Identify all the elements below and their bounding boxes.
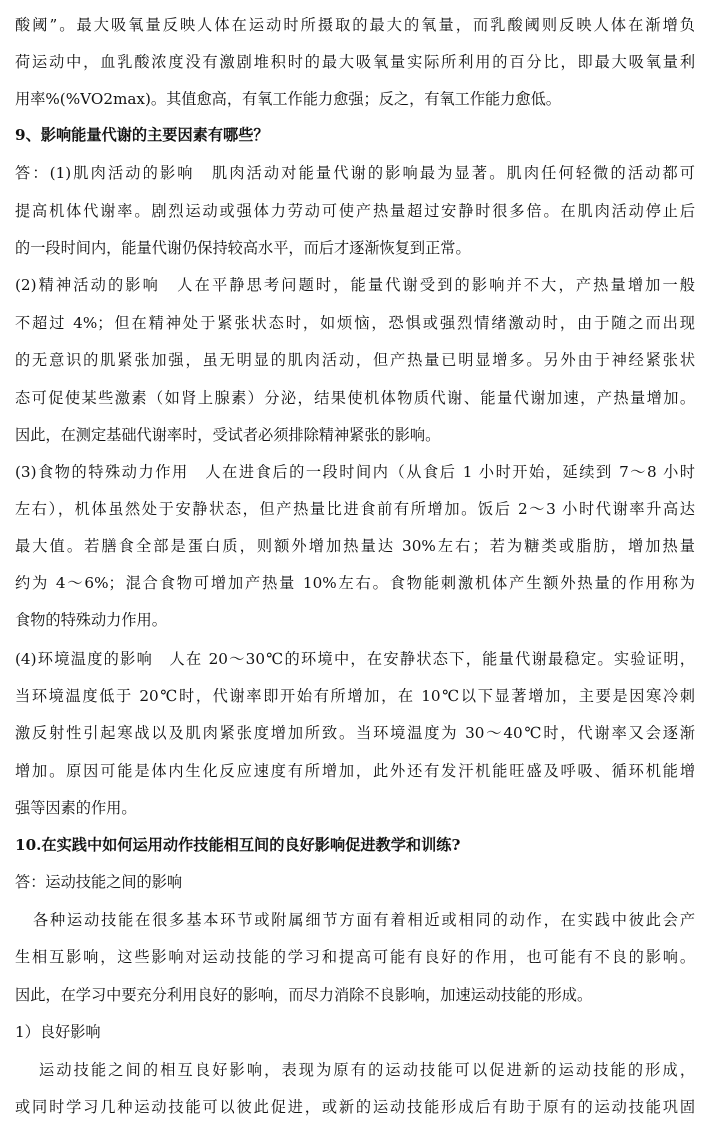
question-heading-9: 9、影响能量代谢的主要因素有哪些？: [15, 126, 269, 144]
paragraph-line: 因此，在学习中要充分利用良好的影响，而尽力消除不良影响，加速运动技能的形成。: [15, 986, 593, 1004]
paragraph-line: 酸阈”。最大吸氧量反映人体在运动时所摄取的最大的氧量，而乳酸阈则反映人体在渐增负: [15, 16, 695, 34]
paragraph-line: 答：运动技能之间的影响: [15, 873, 183, 891]
paragraph-line: (4)环境温度的影响 人在 20～30℃的环境中，在安静状态下，能量代谢最稳定。实验证明，: [15, 650, 695, 668]
paragraph-line: 答：(1)肌肉活动的影响 肌肉活动对能量代谢的影响最为显著。肌肉任何轻微的活动都可: [15, 164, 695, 182]
paragraph-line: 提高机体代谢率。剧烈运动或强体力劳动可使产热量超过安静时很多倍。在肌肉活动停止后: [15, 202, 695, 220]
question-heading-10: 10.在实践中如何运用动作技能相互间的良好影响促进教学和训练?: [15, 836, 461, 854]
paragraph-line: 生相互影响，这些影响对运动技能的学习和提高可能有良好的作用，也可能有不良的影响。: [15, 948, 695, 966]
paragraph-line: (3)食物的特殊动力作用 人在进食后的一段时间内（从食后 1 小时开始，延续到 7～8 小时: [15, 463, 695, 481]
paragraph-line: 各种运动技能在很多基本环节或附属细节方面有着相近或相同的动作，在实践中彼此会产: [33, 911, 695, 929]
paragraph-line: 的无意识的肌紧张加强，虽无明显的肌肉活动，但产热量已明显增多。另外由于神经紧张状: [15, 351, 695, 369]
paragraph-line: 当环境温度低于 20℃时，代谢率即开始有所增加，在 10℃以下显著增加，主要是因寒冷刺: [15, 687, 695, 705]
paragraph-line: 的一段时间内，能量代谢仍保持较高水平，而后才逐渐恢复到正常。: [15, 239, 471, 257]
subheading-good-influence: 1）良好影响: [15, 1023, 101, 1041]
paragraph-line: 强等因素的作用。: [15, 799, 137, 817]
paragraph-line: (2)精神活动的影响 人在平静思考问题时，能量代谢受到的影响并不大，产热量增加一般: [15, 276, 695, 294]
paragraph-line: 增加。原因可能是体内生化反应速度有所增加，此外还有发汗机能旺盛及呼吸、循环机能增: [15, 762, 695, 780]
paragraph-line: 或同时学习几种运动技能可以彼此促进，或新的运动技能形成后有助于原有的运动技能巩固: [15, 1098, 695, 1116]
paragraph-line: 态可促使某些激素（如肾上腺素）分泌，结果使机体物质代谢、能量代谢加速，产热量增加。: [15, 389, 695, 407]
paragraph-line: 最大值。若膳食全部是蛋白质，则额外增加热量达 30%左右；若为糖类或脂肪，增加热量: [15, 537, 695, 555]
paragraph-line: 约为 4～6%；混合食物可增加产热量 10%左右。食物能刺激机体产生额外热量的作用称为: [15, 574, 695, 592]
paragraph-line: 因此，在测定基础代谢率时，受试者必须排除精神紧张的影响。: [15, 426, 441, 444]
paragraph-line: 不超过 4%；但在精神处于紧张状态时，如烦恼，恐惧或强烈情绪激动时，由于随之而出现: [15, 314, 695, 332]
paragraph-line: 用率%(%VO2max)。其值愈高，有氧工作能力愈强；反之，有氧工作能力愈低。: [15, 90, 561, 108]
paragraph-line: 左右），机体虽然处于安静状态，但产热量比进食前有所增加。饭后 2～3 小时代谢率升高达: [15, 500, 695, 518]
paragraph-line: 荷运动中，血乳酸浓度没有激剧堆积时的最大吸氧量实际所利用的百分比，即最大吸氧量利: [15, 53, 695, 71]
paragraph-line: 运动技能之间的相互良好影响，表现为原有的运动技能可以促进新的运动技能的形成，: [39, 1061, 695, 1079]
paragraph-line: 食物的特殊动力作用。: [15, 611, 167, 629]
paragraph-line: 激反射性引起寒战以及肌肉紧张度增加所致。当环境温度为 30～40℃时，代谢率又会逐渐: [15, 724, 695, 742]
